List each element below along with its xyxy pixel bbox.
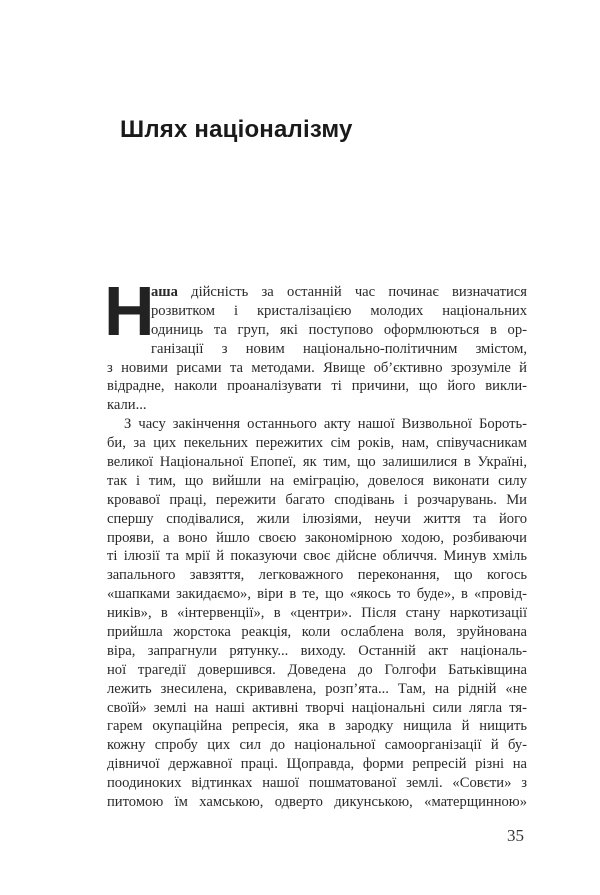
text-line: лежить знесилена, скривавлена, розп’ята... Там, на рідній «не <box>107 680 527 697</box>
text-line: спершу сподівалися, жили ілюзіями, неучи життя та його <box>107 510 527 527</box>
text-line: би, за цих пекельних пережитих сім років, нам, співучасникам <box>107 435 527 452</box>
text-line: своїй» землі на наші активні творчі національні сили лягла тя- <box>107 699 527 716</box>
text-line: з новими рисами та методами. Явище об’єктивно зрозуміле й <box>107 359 527 376</box>
text-line: великої Національної Епопеї, як тим, що залишилися в Україні, <box>107 454 527 471</box>
text-line: поодиноких відтинках нашої пошматованої землі. «Совєти» з <box>107 775 527 792</box>
text-line: відрадне, наколи проаналізувати ті причини, що його викли- <box>107 378 527 395</box>
text-line <box>151 283 527 302</box>
text-line: запального завзяття, легковажного переконання, що когось <box>107 567 527 584</box>
text-line: одиниць та груп, які поступово оформлюються в ор- <box>151 321 527 338</box>
text-line: З часу закінчення останнього акту нашої Визвольної Бороть- <box>124 416 527 433</box>
drop-cap: Н <box>104 272 155 350</box>
text-line: ті ілюзії та мрії й показуючи своє дійсне обличчя. Минув хміль <box>107 548 527 565</box>
text-line: ників», в «інтервенції», в «центри». Після стану наркотизації <box>107 605 527 622</box>
text-line: гарем окупаційна репресія, яка в зародку нищила й нищить <box>107 718 527 735</box>
text-line: кровавої праці, пережити багато сподівань і розчарувань. Ми <box>107 491 527 508</box>
text-line: ганізації з новим національно-політичним змістом, <box>151 340 527 357</box>
text-line: віра, запрагнули рятунку... виходу. Останній акт національ- <box>107 642 527 659</box>
text-line: питомою їм хамською, одверто дикунською, «матерщинною» <box>107 794 527 811</box>
text-line: кали... <box>107 397 147 414</box>
page-number: 35 <box>507 826 524 845</box>
text-line: розвитком і кристалізацією молодих національних <box>151 302 527 319</box>
line-text: дійсність за останній час починає визначатися <box>177 284 527 300</box>
text-line: дівничої державної праці. Щоправда, форми репресій різні на <box>107 756 527 773</box>
text-line: прояви, а воно йшло своєю закономірною ходою, розбиваючи <box>107 529 527 546</box>
text-line: прийшла жорстока реакція, коли ослаблена воля, зруйнована <box>107 624 527 641</box>
text-line: «шапками закидаємо», віри в те, що «якось то буде», в «провід- <box>107 586 527 603</box>
first-word: аша <box>151 284 178 300</box>
body-text <box>107 283 527 812</box>
chapter-title: Шлях націоналізму <box>120 116 353 143</box>
text-line: ної трагедії довершився. Доведена до Голгофи Батьківщина <box>107 661 527 678</box>
text-line: так і тим, що вийшли на еміграцію, довелося виконати силу <box>107 472 527 489</box>
text-line: кожну спробу цих сил до національної самоорганізації й бу- <box>107 737 527 754</box>
